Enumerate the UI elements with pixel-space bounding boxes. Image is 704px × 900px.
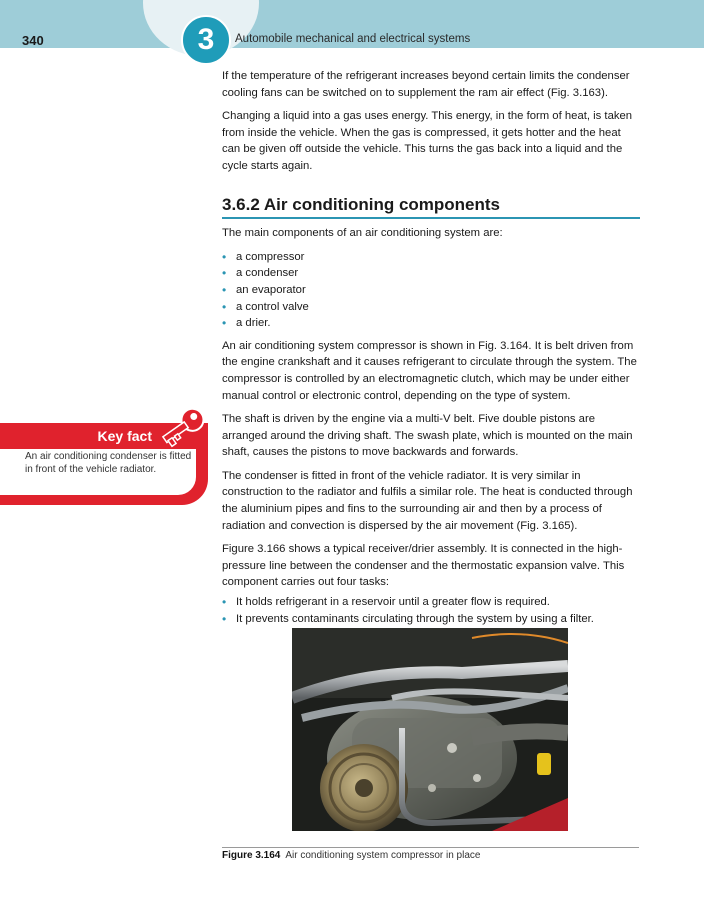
- section-heading: 3.6.2 Air conditioning components: [222, 197, 640, 220]
- paragraph: The main components of an air conditioning system are:: [222, 227, 503, 240]
- list-item: • a compressor: [222, 249, 305, 264]
- list-item: • a control valve: [222, 299, 309, 314]
- paragraph: An air conditioning system compressor is shown in Fig. 3.164. It is belt driven from the engine crankshaft and it causes refrigerant to circulate through the system. The compressor is controlled by an electromagnetic clutch, which may be under either manual control or electronic control, depending on the type of system.: [222, 339, 637, 402]
- figure-caption-text: Air conditioning system compressor in place: [285, 850, 481, 861]
- figure-label: Figure 3.164: [222, 850, 281, 861]
- bullet-icon: •: [222, 316, 227, 331]
- bullet-icon: •: [222, 299, 227, 314]
- list-item: • It prevents contaminants circulating through the system by using a filter.: [222, 611, 594, 626]
- main-column: [222, 68, 640, 633]
- list-item: • a condenser: [222, 266, 299, 281]
- bullet-icon: •: [222, 266, 227, 281]
- bullet-icon: •: [222, 595, 227, 610]
- running-title: Automobile mechanical and electrical systems: [235, 33, 471, 45]
- list-item: • It holds refrigerant in a reservoir until a greater flow is required.: [222, 595, 550, 610]
- key-icon: [158, 405, 214, 451]
- paragraph: The condenser is fitted in front of the vehicle radiator. It is very similar in construction to the radiator and fulfils a similar role. The heat is conducted through the aluminium pipes and fins to the surrounding air and then by a process of radiation and convection is dispersed by the air movement (Fig. 3.165).: [222, 469, 633, 532]
- list-item: • an evaporator: [222, 282, 306, 297]
- paragraph: If the temperature of the refrigerant increases beyond certain limits the condenser cooling fans can be switched on to supplement the ram air effect (Fig. 3.163).: [222, 70, 630, 99]
- tasks-list: [222, 594, 640, 627]
- list-item: • a drier.: [222, 316, 271, 331]
- caption-rule: [222, 847, 639, 848]
- bullet-icon: •: [222, 249, 227, 264]
- key-fact-title: Key fact: [97, 428, 152, 444]
- page-number: 340: [22, 33, 44, 48]
- key-fact-text: An air conditioning condenser is fitted in front of the vehicle radiator.: [25, 451, 192, 475]
- chapter-badge: 3: [181, 15, 231, 65]
- figure-caption: [222, 850, 480, 861]
- key-fact-box: [0, 423, 208, 505]
- compressor-photo: [292, 628, 568, 831]
- bullet-icon: •: [222, 611, 227, 626]
- paragraph: Changing a liquid into a gas uses energy. This energy, in the form of heat, is taken from inside the vehicle. When the gas is compressed, it gets hotter and the heat can be given off outside the vehicle. This turns the gas back into a liquid and the cycle starts again.: [222, 110, 633, 172]
- paragraph: Figure 3.166 shows a typical receiver/drier assembly. It is connected in the high-pressure line between the condenser and the thermostatic expansion valve. This component carries out four tasks:: [222, 543, 625, 589]
- bullet-icon: •: [222, 282, 227, 297]
- paragraph: The shaft is driven by the engine via a multi-V belt. Five double pistons are arranged around the driving shaft. The swash plate, which is mounted on the main shaft, causes the pistons to move backwards and forwards.: [222, 413, 633, 459]
- components-list: [222, 249, 640, 332]
